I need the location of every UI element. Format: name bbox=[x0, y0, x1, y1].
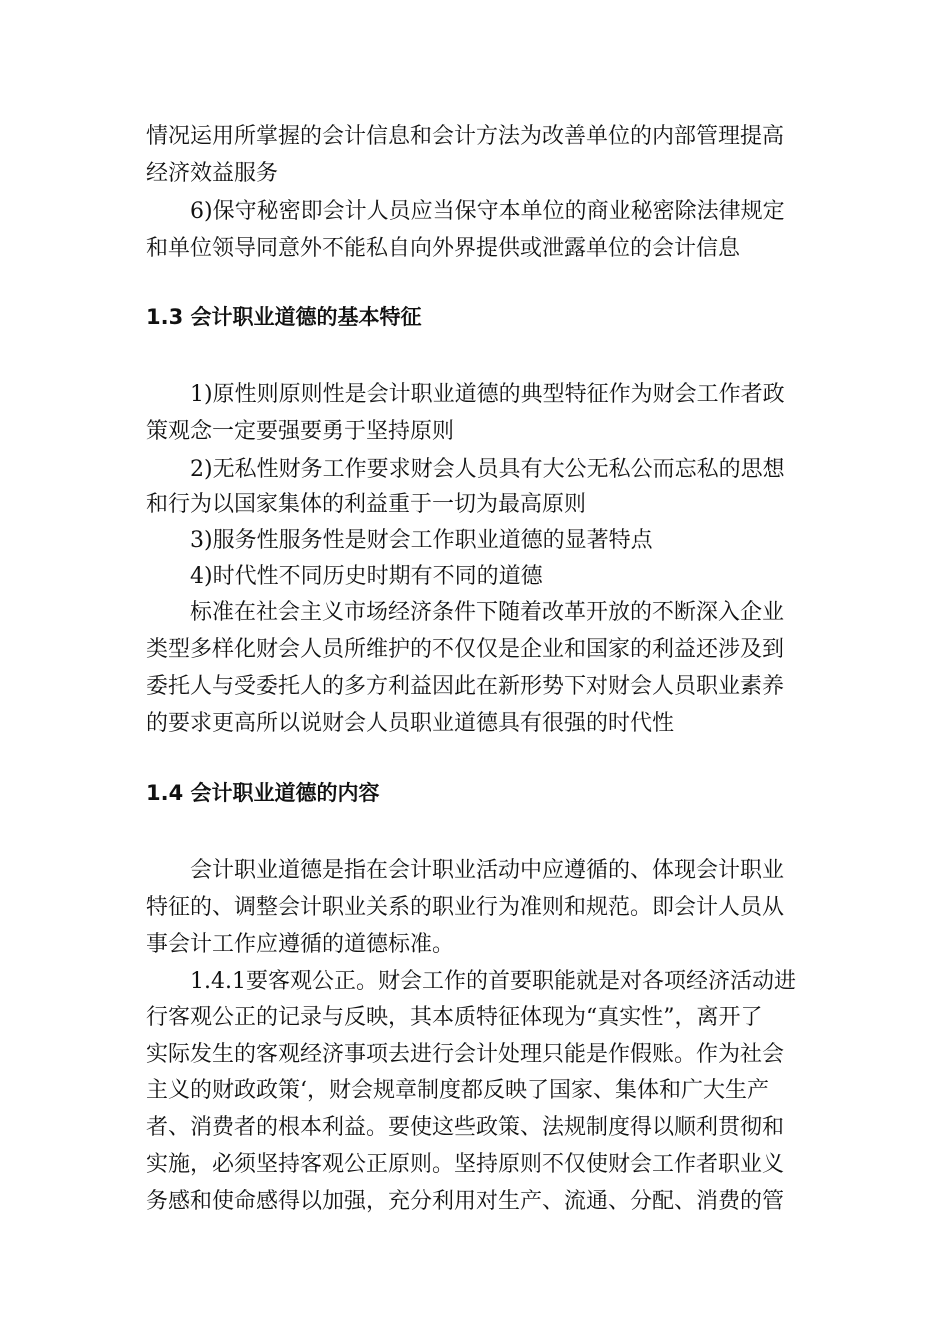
paragraph-line: 会计职业道德是指在会计职业活动中应遵循的、体现会计职业 bbox=[190, 858, 785, 883]
paragraph-line: 3)服务性服务性是财会工作职业道德的显著特点 bbox=[190, 528, 653, 553]
paragraph-line: 和单位领导同意外不能私自向外界提供或泄露单位的会计信息 bbox=[146, 236, 741, 261]
paragraph-line: 情况运用所掌握的会计信息和会计方法为改善单位的内部管理提高 bbox=[146, 124, 785, 149]
paragraph-line: 实施，必须坚持客观公正原则。坚持原则不仅使财会工作者职业义 bbox=[146, 1152, 785, 1177]
paragraph-line: 1.4.1要客观公正。财会工作的首要职能就是对各项经济活动进 bbox=[190, 969, 796, 994]
paragraph-line: 1)原性则原则性是会计职业道德的典型特征作为财会工作者政 bbox=[190, 382, 785, 407]
paragraph-line: 标准在社会主义市场经济条件下随着改革开放的不断深入企业 bbox=[190, 600, 785, 625]
paragraph-line: 者、消费者的根本利益。要使这些政策、法规制度得以顺利贯彻和 bbox=[146, 1115, 785, 1140]
paragraph-line: 经济效益服务 bbox=[146, 161, 279, 186]
paragraph-line: 2)无私性财务工作要求财会人员具有大公无私公而忘私的思想 bbox=[190, 457, 785, 482]
paragraph-line: 行客观公正的记录与反映，其本质特征体现为“真实性”，离开了 bbox=[146, 1005, 763, 1030]
paragraph-line: 务感和使命感得以加强，充分利用对生产、流通、分配、消费的管 bbox=[146, 1189, 785, 1214]
section-heading-1-3: 1.3 会计职业道德的基本特征 bbox=[146, 305, 422, 329]
paragraph-line: 4)时代性不同历史时期有不同的道德 bbox=[190, 564, 543, 589]
paragraph-line: 和行为以国家集体的利益重于一切为最高原则 bbox=[146, 492, 587, 517]
paragraph-line: 实际发生的客观经济事项去进行会计处理只能是作假账。作为社会 bbox=[146, 1042, 785, 1067]
paragraph-line: 类型多样化财会人员所维护的不仅仅是企业和国家的利益还涉及到 bbox=[146, 637, 785, 662]
paragraph-line: 主义的财政政策‘，财会规章制度都反映了国家、集体和广大生产 bbox=[146, 1078, 769, 1103]
section-heading-1-4: 1.4 会计职业道德的内容 bbox=[146, 781, 380, 805]
paragraph-line: 策观念一定要强要勇于坚持原则 bbox=[146, 419, 455, 444]
paragraph-line: 特征的、调整会计职业关系的职业行为准则和规范。即会计人员从 bbox=[146, 895, 785, 920]
paragraph-line: 事会计工作应遵循的道德标准。 bbox=[146, 932, 455, 957]
paragraph-line: 6)保守秘密即会计人员应当保守本单位的商业秘密除法律规定 bbox=[190, 199, 785, 224]
paragraph-line: 的要求更高所以说财会人员职业道德具有很强的时代性 bbox=[146, 711, 675, 736]
paragraph-line: 委托人与受委托人的多方利益因此在新形势下对财会人员职业素养 bbox=[146, 674, 785, 699]
